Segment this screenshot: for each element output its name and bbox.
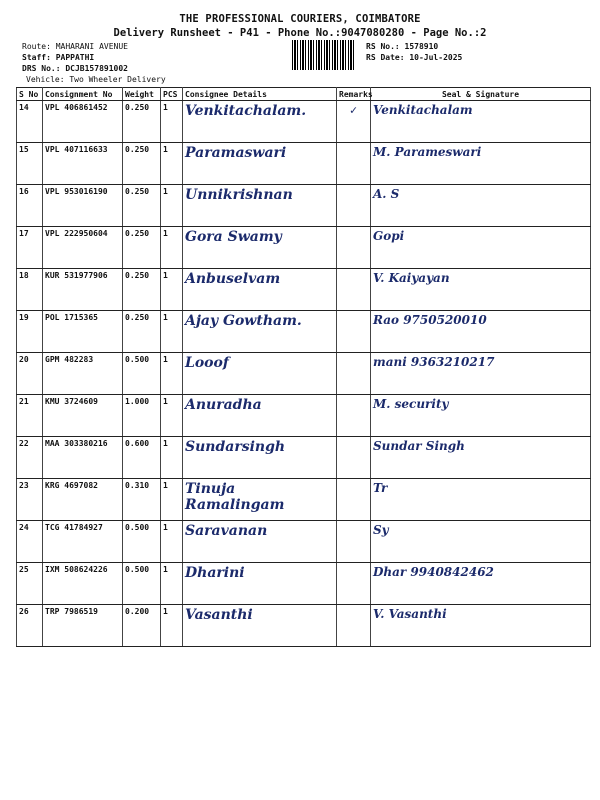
serial-number: 17 [17, 227, 43, 269]
weight-value: 1.000 [123, 395, 161, 437]
serial-number: 24 [17, 521, 43, 563]
pieces-count: 1 [161, 521, 183, 563]
remarks-mark [337, 395, 371, 437]
serial-number: 21 [17, 395, 43, 437]
serial-number: 20 [17, 353, 43, 395]
route-label: Route: MAHARANI AVENUE [22, 42, 128, 51]
consignee-name: Sundarsingh [183, 437, 337, 479]
weight-value: 0.250 [123, 185, 161, 227]
drs-number: DRS No.: DCJB157891002 [22, 64, 128, 73]
pieces-count: 1 [161, 143, 183, 185]
consignee-name: Looof [183, 353, 337, 395]
seal-signature: Tr [371, 479, 591, 521]
column-header: Consignee Details [183, 88, 337, 101]
consignment-number: TCG 41784927 [43, 521, 123, 563]
serial-number: 23 [17, 479, 43, 521]
serial-number: 15 [17, 143, 43, 185]
pieces-count: 1 [161, 311, 183, 353]
consignee-name: Saravanan [183, 521, 337, 563]
pieces-count: 1 [161, 185, 183, 227]
table-body [17, 101, 591, 647]
seal-signature: M. security [371, 395, 591, 437]
seal-signature: M. Parameswari [371, 143, 591, 185]
consignee-name: Dharini [183, 563, 337, 605]
seal-signature: A. S [371, 185, 591, 227]
column-header: Remarks [337, 88, 371, 101]
table-row [17, 185, 591, 227]
weight-value: 0.250 [123, 143, 161, 185]
table-row [17, 563, 591, 605]
seal-signature: Sundar Singh [371, 437, 591, 479]
delivery-table [16, 87, 591, 647]
consignee-name: Gora Swamy [183, 227, 337, 269]
column-header: Seal & Signature [371, 88, 591, 101]
consignee-name: Tinuja Ramalingam [183, 479, 337, 521]
column-header: Weight [123, 88, 161, 101]
weight-value: 0.250 [123, 311, 161, 353]
consignment-number: GPM 482283 [43, 353, 123, 395]
consignment-number: VPL 953016190 [43, 185, 123, 227]
staff-label: Staff: PAPPATHI [22, 53, 95, 62]
weight-value: 0.500 [123, 563, 161, 605]
table-row [17, 353, 591, 395]
table-row [17, 311, 591, 353]
barcode [292, 40, 356, 70]
weight-value: 0.500 [123, 521, 161, 563]
pieces-count: 1 [161, 353, 183, 395]
consignment-number: KRG 4697082 [43, 479, 123, 521]
remarks-mark: ✓ [337, 101, 371, 143]
consignment-number: VPL 406861452 [43, 101, 123, 143]
serial-number: 14 [17, 101, 43, 143]
pieces-count: 1 [161, 395, 183, 437]
pieces-count: 1 [161, 227, 183, 269]
table-row [17, 269, 591, 311]
weight-value: 0.250 [123, 227, 161, 269]
table-row [17, 395, 591, 437]
weight-value: 0.250 [123, 101, 161, 143]
seal-signature: Sy [371, 521, 591, 563]
column-header: S No [17, 88, 43, 101]
table-row [17, 521, 591, 563]
weight-value: 0.310 [123, 479, 161, 521]
serial-number: 25 [17, 563, 43, 605]
consignee-name: Unnikrishnan [183, 185, 337, 227]
serial-number: 18 [17, 269, 43, 311]
remarks-mark [337, 353, 371, 395]
seal-signature: Dhar 9940842462 [371, 563, 591, 605]
pieces-count: 1 [161, 563, 183, 605]
table-row [17, 143, 591, 185]
weight-value: 0.500 [123, 353, 161, 395]
pieces-count: 1 [161, 101, 183, 143]
seal-signature: Venkitachalam [371, 101, 591, 143]
consignment-number: KUR 531977906 [43, 269, 123, 311]
remarks-mark [337, 479, 371, 521]
remarks-mark [337, 605, 371, 647]
table-row [17, 437, 591, 479]
remarks-mark [337, 269, 371, 311]
seal-signature: mani 9363210217 [371, 353, 591, 395]
table-header-row [17, 88, 591, 101]
consignee-name: Anuradha [183, 395, 337, 437]
consignee-name: Vasanthi [183, 605, 337, 647]
weight-value: 0.200 [123, 605, 161, 647]
consignment-number: MAA 303380216 [43, 437, 123, 479]
consignment-number: VPL 222950604 [43, 227, 123, 269]
remarks-mark [337, 185, 371, 227]
table-row [17, 605, 591, 647]
vehicle-label: Vehicle: Two Wheeler Delivery [26, 75, 166, 84]
company-title: THE PROFESSIONAL COURIERS, COIMBATORE [179, 13, 421, 25]
pieces-count: 1 [161, 479, 183, 521]
seal-signature: Rao 9750520010 [371, 311, 591, 353]
serial-number: 26 [17, 605, 43, 647]
seal-signature: Gopi [371, 227, 591, 269]
column-header: Consignment No [43, 88, 123, 101]
table-row [17, 101, 591, 143]
serial-number: 16 [17, 185, 43, 227]
remarks-mark [337, 143, 371, 185]
table-row [17, 479, 591, 521]
remarks-mark [337, 437, 371, 479]
remarks-mark [337, 521, 371, 563]
consignee-name: Paramaswari [183, 143, 337, 185]
consignment-number: KMU 3724609 [43, 395, 123, 437]
seal-signature: V. Kaiyayan [371, 269, 591, 311]
remarks-mark [337, 227, 371, 269]
consignee-name: Anbuselvam [183, 269, 337, 311]
remarks-mark [337, 311, 371, 353]
pieces-count: 1 [161, 269, 183, 311]
remarks-mark [337, 563, 371, 605]
pieces-count: 1 [161, 605, 183, 647]
consignment-number: POL 1715365 [43, 311, 123, 353]
rs-date: RS Date: 10-Jul-2025 [366, 53, 463, 62]
consignee-name: Ajay Gowtham. [183, 311, 337, 353]
consignment-number: VPL 407116633 [43, 143, 123, 185]
weight-value: 0.250 [123, 269, 161, 311]
pieces-count: 1 [161, 437, 183, 479]
consignment-number: TRP 7986519 [43, 605, 123, 647]
rs-number: RS No.: 1578910 [366, 42, 439, 51]
table-row [17, 227, 591, 269]
consignee-name: Venkitachalam. [183, 101, 337, 143]
consignment-number: IXM 508624226 [43, 563, 123, 605]
weight-value: 0.600 [123, 437, 161, 479]
column-header: PCS [161, 88, 183, 101]
seal-signature: V. Vasanthi [371, 605, 591, 647]
runsheet-subtitle: Delivery Runsheet - P41 - Phone No.:9047080280 - Page No.:2 [113, 27, 487, 39]
serial-number: 19 [17, 311, 43, 353]
serial-number: 22 [17, 437, 43, 479]
